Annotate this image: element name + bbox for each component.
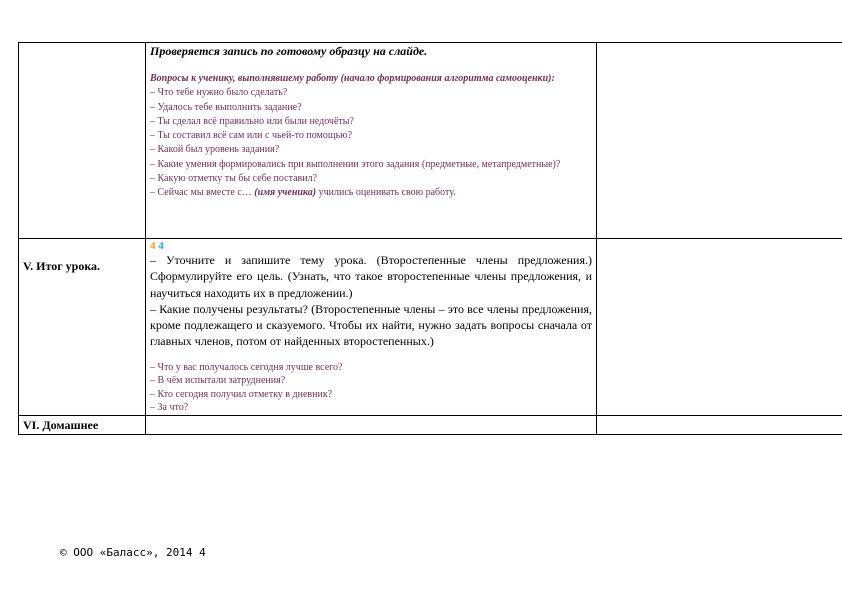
question-item: – За что?	[150, 402, 189, 414]
stage-cell	[19, 43, 146, 239]
stage-title: VI. Домашнее	[23, 417, 99, 432]
student-name-placeholder: (имя ученика)	[254, 187, 317, 199]
notes-cell	[597, 415, 842, 434]
question-item: – Удалось тебе выполнить задание?	[150, 101, 302, 113]
question-text: – Сейчас мы вместе с…	[150, 187, 255, 199]
question-item: – Какие умения формировались при выполнении этого задания (предметные, метапредметные)?	[150, 158, 561, 170]
question-item: – Что тебе нужно было сделать?	[150, 87, 288, 99]
question-item: – Какую отметку ты бы себе поставил?	[150, 173, 318, 185]
table-row	[19, 43, 842, 239]
question-item: – Кто сегодня получил отметку в дневник?	[150, 388, 333, 400]
table-row	[19, 415, 842, 434]
slide-numbers	[150, 240, 592, 252]
question-item: – Какой был уровень задания?	[150, 144, 280, 156]
question-item-last	[150, 186, 592, 200]
results-paragraph: – Какие получены результаты? (Второстепенные члены – это все члены предложения, кроме подлежащего и сказуемого. Чтобы их найти, нужно задать вопросы сначала от главных членов, потом от найденных второстепенных.)	[150, 301, 592, 349]
question-item: – Что у вас получалось сегодня лучше всего?	[150, 361, 343, 373]
content-cell	[146, 43, 597, 239]
check-note: Проверяется запись по готовому образцу на слайде.	[150, 44, 428, 58]
copyright-footer: © ООО «Баласс», 2014 4	[60, 546, 206, 559]
slide-number: 4	[158, 240, 164, 252]
stage-cell	[19, 239, 146, 416]
table-row	[19, 239, 842, 416]
stage-title: V. Итог урока.	[23, 259, 101, 273]
question-item: – Ты составил всё сам или с чьей-то помощью?	[150, 130, 353, 142]
notes-cell	[597, 43, 842, 239]
question-item: – Ты сделал всё правильно или были недочёты?	[150, 115, 354, 127]
notes-cell	[597, 239, 842, 416]
lesson-plan-table	[18, 42, 842, 435]
summary-paragraph: – Уточните и запишите тему урока. (Второстепенные члены предложения.) Сформулируйте его цель. (Узнать, что такое второстепенные члены предложения, и научиться находить их в предложении.)	[150, 253, 592, 300]
content-cell	[146, 239, 597, 416]
content-cell	[146, 415, 597, 434]
stage-cell	[19, 415, 146, 434]
question-item: – В чём испытали затруднения?	[150, 375, 286, 387]
question-text: учились оценивать свою работу.	[316, 187, 456, 199]
slide-number: 4	[150, 240, 156, 252]
questions-heading: Вопросы к ученику, выполнявшему работу (начало формирования алгоритма самооценки):	[150, 73, 555, 84]
